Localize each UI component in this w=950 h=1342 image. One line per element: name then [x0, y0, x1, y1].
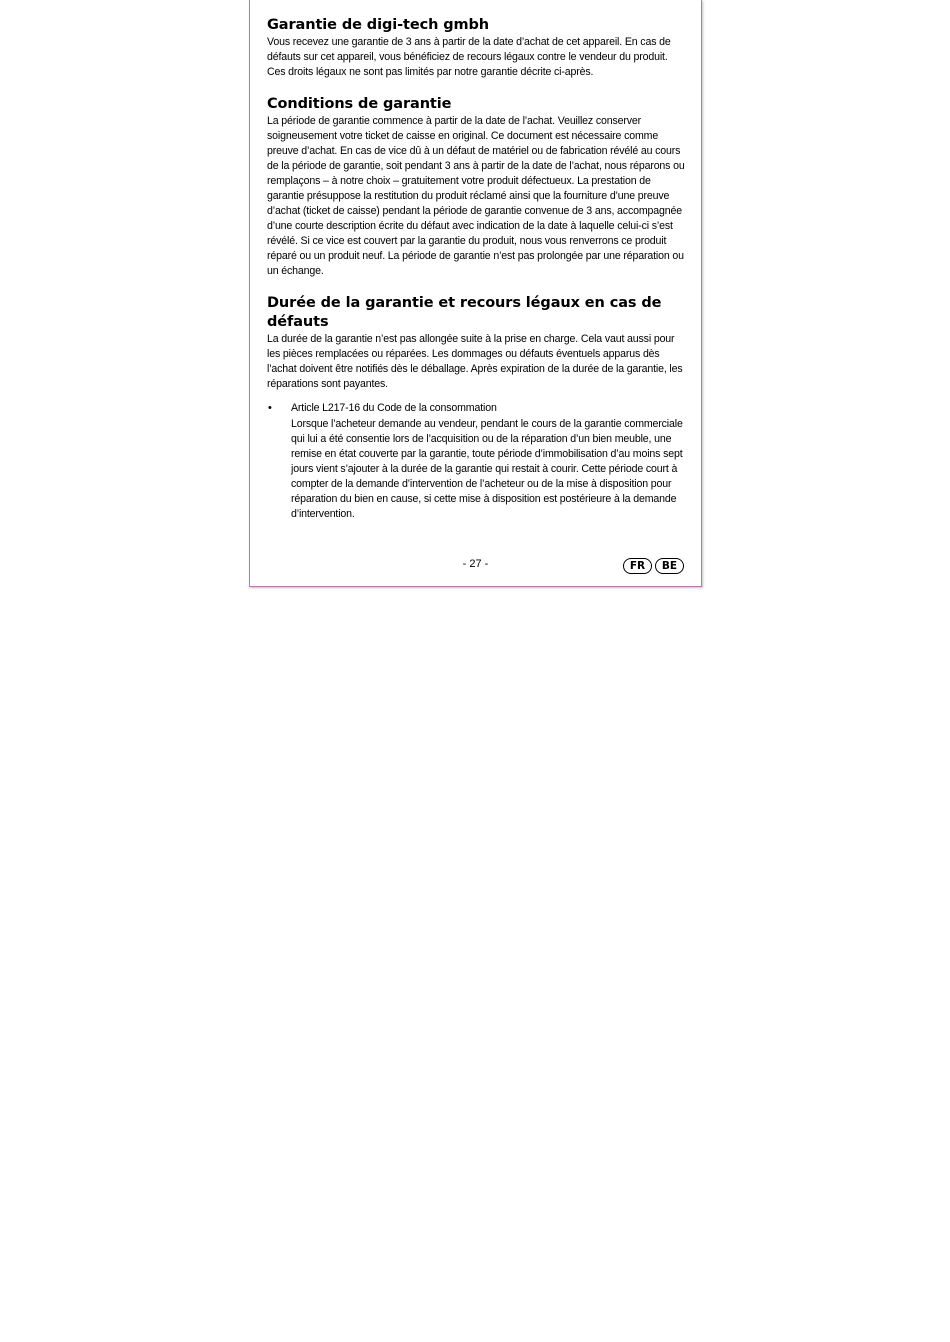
section-warranty-conditions: [267, 95, 687, 279]
page-content: [267, 16, 687, 522]
country-badge-be: BE: [655, 558, 684, 574]
bullet-icon: •: [268, 402, 272, 414]
section-warranty: [267, 16, 687, 80]
section-warranty-duration: [267, 294, 687, 522]
country-badges: [623, 558, 684, 574]
country-badge-fr: FR: [623, 558, 652, 574]
section-heading: Durée de la garantie et recours légaux en cas de défauts: [267, 295, 662, 330]
bullet-text: Lorsque l’acheteur demande au vendeur, pendant le cours de la garantie commerciale qui lui a été consentie lors de l’acquisition ou de la réparation d’un bien meuble, une remise en état couverte par la garantie, toute période d’immobilisation d’au moins sept jours vient s’ajouter à la durée de la garantie qui restait à courir. Cette période court à compter de la demande d’intervention de l’acheteur ou de la mise à disposition pour réparation du bien en cause, si cette mise à disposition est postérieure à la demande d’intervention.: [291, 418, 683, 520]
section-heading: Garantie de digi-tech gmbh: [267, 17, 490, 33]
document-page: [249, 0, 702, 587]
section-heading: Conditions de garantie: [267, 96, 452, 112]
list-item: [267, 401, 687, 522]
section-body: Vous recevez une garantie de 3 ans à partir de la date d’achat de cet appareil. En cas de défauts sur cet appareil, vous bénéficiez de recours légaux contre le vendeur du produit. Ces droits légaux ne sont pas limités par notre garantie décrite ci-après.: [267, 36, 671, 78]
bullet-content: [291, 401, 687, 522]
section-body: La période de garantie commence à partir de la date de l’achat. Veuillez conserver soigneusement votre ticket de caisse en original. Ce document est nécessaire comme preuve d’achat. En cas de vice dû à un défaut de matériel ou de fabrication révélé au cours de la période de garantie, soit pendant 3 ans à partir de la date de l’achat, nous réparons ou remplaçons – à notre choix – gratuitement votre produit défectueux. La prestation de garantie présuppose la restitution du produit réclamé ainsi que la fourniture d’une preuve d’achat (ticket de caisse) pendant la période de garantie convenue de 3 ans, accompagnée d’une courte description écrite du défaut avec indication de la date à laquelle celui-ci s’est révélé. Si ce vice est couvert par la garantie du produit, nous vous renverrons ce produit réparé ou un produit neuf. La période de garantie n’est pas prolongée par une réparation ou un échange.: [267, 115, 685, 277]
page-number: - 27 -: [462, 558, 489, 570]
section-body: La durée de la garantie n’est pas allongée suite à la prise en charge. Cela vaut aussi pour les pièces remplacées ou réparées. Les dommages ou défauts éventuels apparus dès l’achat doivent être notifiés dès le déballage. Après expiration de la durée de la garantie, les réparations sont payantes.: [267, 333, 683, 390]
bullet-title: Article L217-16 du Code de la consommation: [291, 402, 497, 414]
